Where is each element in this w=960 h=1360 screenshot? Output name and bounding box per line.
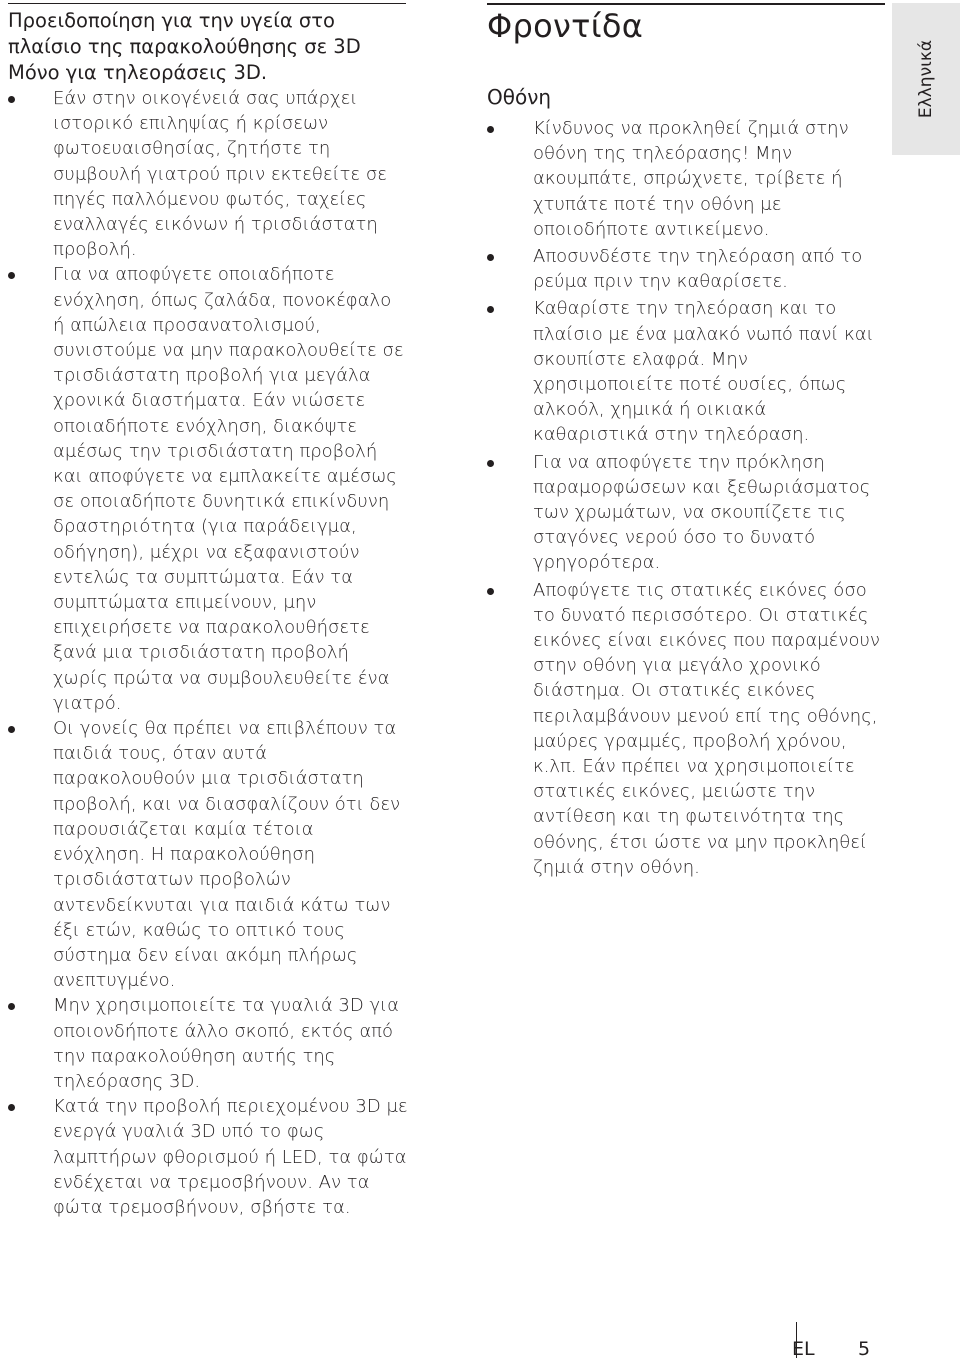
section-title: Φροντίδα xyxy=(487,7,644,45)
list-item: Αποφύγετε τις στατικές εικόνες όσο το δυνατό περισσότερο. Οι στατικές εικόνες είναι εικόνες που παραμένουν στην οθόνη για μεγάλο χρονικό διάστημα. Οι στατικές εικόνες περιλαμβάνουν μενού επί της οθόνης, μαύρες γραμμές, προβολή χρόνου, κ.λπ. Εάν πρέπει να χρησιμοποιείτε στατικές εικόνες, μειώστε την αντίθεση και τη φωτεινότητα της οθόνης, έτσι ώστε να μην προκληθεί ζημιά στην οθόνη. xyxy=(487,578,885,880)
bullet-icon xyxy=(8,1104,15,1111)
bullet-icon xyxy=(8,1003,15,1010)
list-item: Αποσυνδέστε την τηλεόραση από το ρεύμα πριν την καθαρίσετε. xyxy=(487,244,885,294)
care-section xyxy=(487,4,885,880)
warning-list xyxy=(8,86,408,1220)
section-subtitle: Οθόνη xyxy=(487,85,552,109)
list-item: Για να αποφύγετε οποιαδήποτε ενόχληση, όπως ζαλάδα, πονοκέφαλο ή απώλεια προσανατολισμού, συνιστούμε να μην παρακολουθείτε σε τρισδιάστατη προβολή για μεγάλα χρονικά διαστήματα. Εάν νιώσετε οποιαδήποτε ενόχληση, διακόψτε αμέσως την τρισδιάστατη προβολή και αποφύγετε να εμπλακείτε αμέσως σε οποιαδήποτε δυνητικά επικίνδυνη δραστηριότητα (για παράδειγμα, οδήγηση), μέχρι να εξαφανιστούν εντελώς τα συμπτώματα. Εάν τα συμπτώματα επιμείνουν, μην επιχειρήσετε να παρακολουθήσετε ξανά μια τρισδιάστατη προβολή χωρίς πρώτα να συμβουλευθείτε ένα γιατρό. xyxy=(8,262,408,716)
list-item: Εάν στην οικογένειά σας υπάρχει ιστορικό επιληψίας ή κρίσεων φωτοευαισθησίας, ζητήστε τη συμβουλή γιατρού πριν εκτεθείτε σε πηγές παλλόμενου φωτός, ταχείες εναλλαγές εικόνων ή τρισδιάστατη προβολή. xyxy=(8,86,408,262)
list-item: Κίνδυνος να προκληθεί ζημιά στην οθόνη της τηλεόρασης! Μην ακουμπάτε, σπρώχνετε, τρίβετε ή χτυπάτε ποτέ την οθόνη με οποιοδήποτε αντικείμενο. xyxy=(487,116,885,242)
bullet-icon xyxy=(8,726,15,733)
care-list xyxy=(487,116,885,880)
list-item: Μην χρησιμοποιείτε τα γυαλιά 3D για οποιονδήποτε άλλο σκοπό, εκτός από την παρακολούθηση αυτής της τηλεόρασης 3D. xyxy=(8,993,408,1094)
health-warning-section xyxy=(8,8,408,1220)
language-tab-label: Ελληνικά xyxy=(916,39,936,119)
bullet-icon xyxy=(8,272,15,279)
list-item: Κατά την προβολή περιεχομένου 3D με ενεργά γυαλιά 3D υπό το φως λαμπτήρων φθορισμού ή LED, τα φώτα ενδέχεται να τρεμοσβήνουν. Αν τα φώτα τρεμοσβήνουν, σβήστε τα. xyxy=(8,1094,408,1220)
list-item: Καθαρίστε την τηλεόραση και το πλαίσιο με ένα μαλακό νωπό πανί και σκουπίστε ελαφρά. Μην χρησιμοποιείτε ποτέ ουσίες, όπως αλκοόλ, χημικά ή οικιακά καθαριστικά στην τηλεόραση. xyxy=(487,296,885,447)
list-item: Οι γονείς θα πρέπει να επιβλέπουν τα παιδιά τους, όταν αυτά παρακολουθούν μια τρισδιάστατη προβολή, και να διασφαλίζουν ότι δεν παρουσιάζεται καμία τέτοια ενόχληση. Η παρακολούθηση τρισδιάστατων προβολών αντενδείκνυται για παιδιά κάτω των έξι ετών, καθώς το οπτικό τους σύστημα δεν είναι ακόμη πλήρως ανεπτυγμένο. xyxy=(8,716,408,993)
top-rule-left xyxy=(8,3,406,4)
footer-language: EL xyxy=(792,1338,815,1360)
bullet-icon xyxy=(487,306,494,313)
page-number: 5 xyxy=(858,1338,871,1360)
section-title: Προειδοποίηση για την υγεία στο πλαίσιο της παρακολούθησης σε 3D xyxy=(8,9,361,58)
bullet-icon xyxy=(487,588,494,595)
section-subtitle: Μόνο για τηλεοράσεις 3D. xyxy=(8,61,268,84)
bullet-icon xyxy=(487,126,494,133)
bullet-icon xyxy=(487,460,494,467)
bullet-icon xyxy=(487,254,494,261)
language-tab xyxy=(892,3,960,155)
bullet-icon xyxy=(8,96,15,103)
list-item: Για να αποφύγετε την πρόκληση παραμορφώσεων και ξεθωριάσματος των χρωμάτων, να σκουπίζετε τις σταγόνες νερού όσο το δυνατό γρηγορότερα. xyxy=(487,450,885,576)
